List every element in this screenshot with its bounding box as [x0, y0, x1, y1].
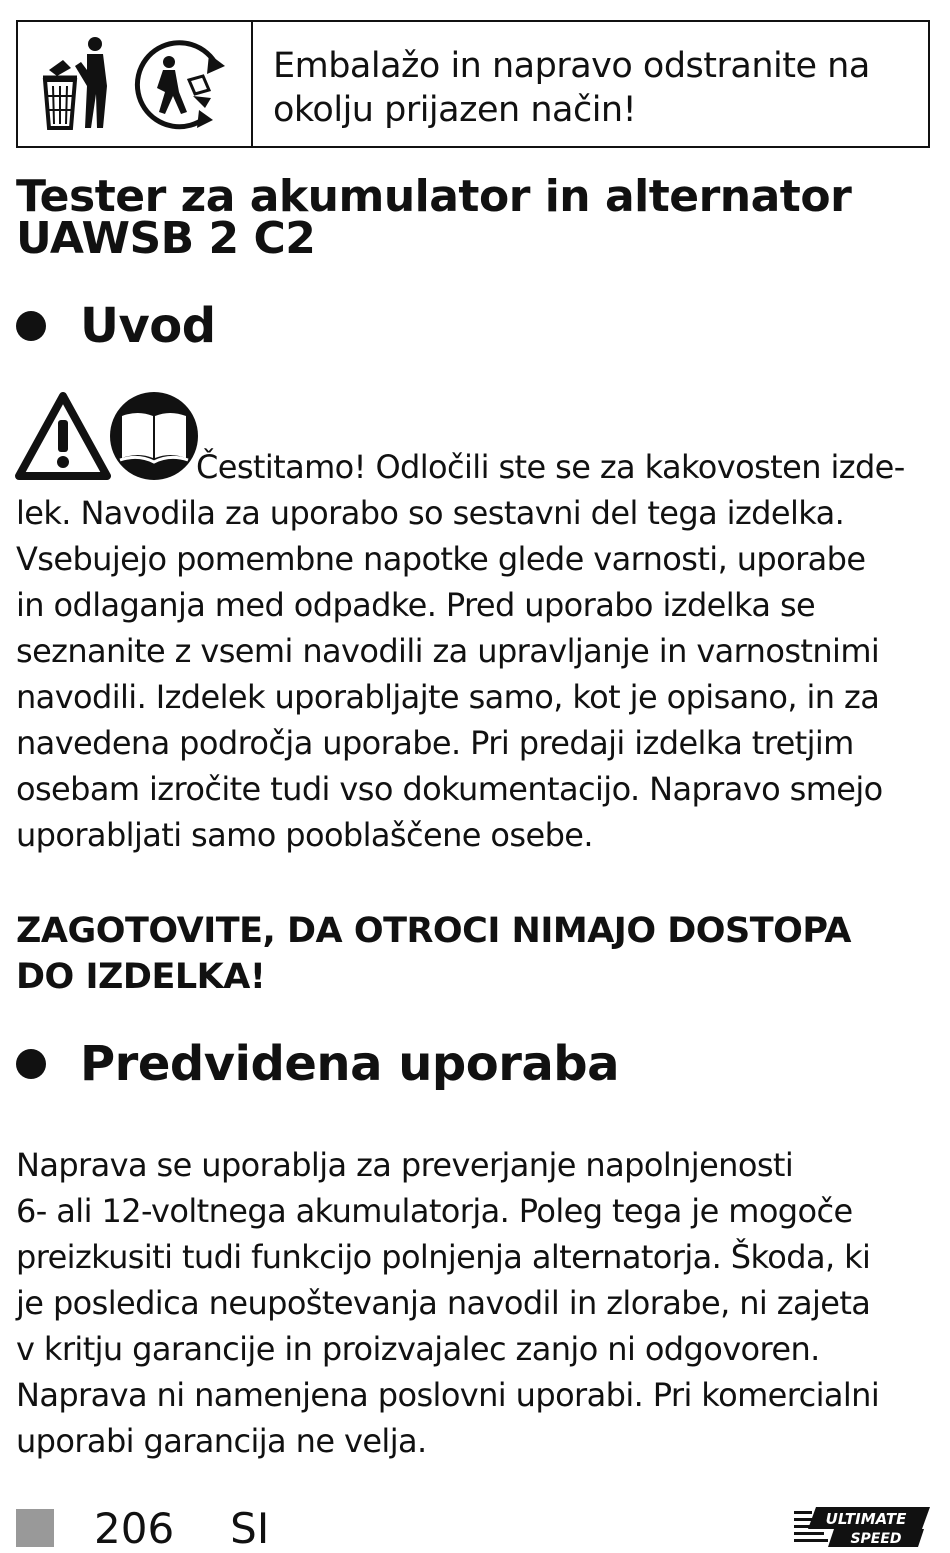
- disposal-notice-box: [16, 20, 930, 148]
- paragraph-line: osebam izročite tudi vso dokumentacijo. Napravo smejo: [16, 770, 883, 808]
- paragraph-line: preizkusiti tudi funkcijo polnjenja alternatorja. Škoda, ki: [16, 1238, 871, 1276]
- title-line: Tester za akumulator in alternator: [16, 171, 852, 222]
- paragraph-line: Naprava ni namenjena poslovni uporabi. Pri komercialni: [16, 1376, 880, 1414]
- paragraph-line-text: Čestitamo! Odločili ste se za kakovosten izde-: [196, 448, 905, 486]
- paragraph-line: navodili. Izdelek uporabljajte samo, kot je opisano, in za: [16, 678, 880, 716]
- disposal-icons: [18, 22, 253, 146]
- document-title: [16, 171, 936, 264]
- notice-line: okolju prijazen način!: [273, 90, 637, 130]
- paragraph-line: in odlaganja med odpadke. Pred uporabo izdelka se: [16, 586, 816, 624]
- recycle-person-icon: [129, 36, 229, 132]
- intended-use-paragraph: [16, 1142, 941, 1464]
- paragraph-line: je posledica neupoštevanja navodil in zlorabe, ni zajeta: [16, 1284, 871, 1322]
- brand-logo: [794, 1505, 934, 1551]
- logo-line1: ULTIMATE: [825, 1510, 907, 1528]
- title-line: UAWSB 2 C2: [16, 213, 316, 264]
- paragraph-line: Naprava se uporablja za preverjanje napolnjenosti: [16, 1146, 794, 1184]
- notice-line: Embalažo in napravo odstranite na: [273, 46, 870, 86]
- intro-paragraph: [16, 444, 941, 858]
- disposal-notice-text: [253, 22, 928, 146]
- warning-line: DO IZDELKA!: [16, 957, 266, 997]
- paragraph-line: uporabi garancija ne velja.: [16, 1422, 427, 1460]
- paragraph-line: uporabljati samo pooblaščene osebe.: [16, 816, 593, 854]
- language-code: SI: [230, 1503, 270, 1553]
- paragraph-line: 6- ali 12-voltnega akumulatorja. Poleg tega je mogoče: [16, 1192, 853, 1230]
- paragraph-line: [16, 444, 941, 490]
- paragraph-line: Vsebujejo pomembne napotke glede varnosti, uporabe: [16, 540, 866, 578]
- section-heading-intended-use: [16, 1036, 619, 1092]
- logo-line2: SPEED: [850, 1531, 902, 1547]
- paragraph-line: lek. Navodila za uporabo so sestavni del tega izdelka.: [16, 494, 845, 532]
- page-footer: [16, 1504, 934, 1552]
- bullet-icon: [16, 1049, 46, 1079]
- trash-bin-person-icon: [41, 36, 117, 132]
- warning-line: ZAGOTOVITE, DA OTROCI NIMAJO DOSTOPA: [16, 911, 851, 951]
- paragraph-line: navedena področja uporabe. Pri predaji izdelka tretjim: [16, 724, 854, 762]
- paragraph-line: v kritju garancije in proizvajalec zanjo ni odgovoren.: [16, 1330, 820, 1368]
- section-heading-label: Predvidena uporaba: [80, 1036, 620, 1092]
- child-safety-warning: [16, 908, 936, 1000]
- footer-marker: [16, 1509, 54, 1547]
- bullet-icon: [16, 311, 46, 341]
- paragraph-line: seznanite z vsemi navodili za upravljanje in varnostnimi: [16, 632, 880, 670]
- page-number: 206: [94, 1503, 175, 1553]
- section-heading-intro: [16, 298, 216, 354]
- section-heading-label: Uvod: [80, 298, 216, 354]
